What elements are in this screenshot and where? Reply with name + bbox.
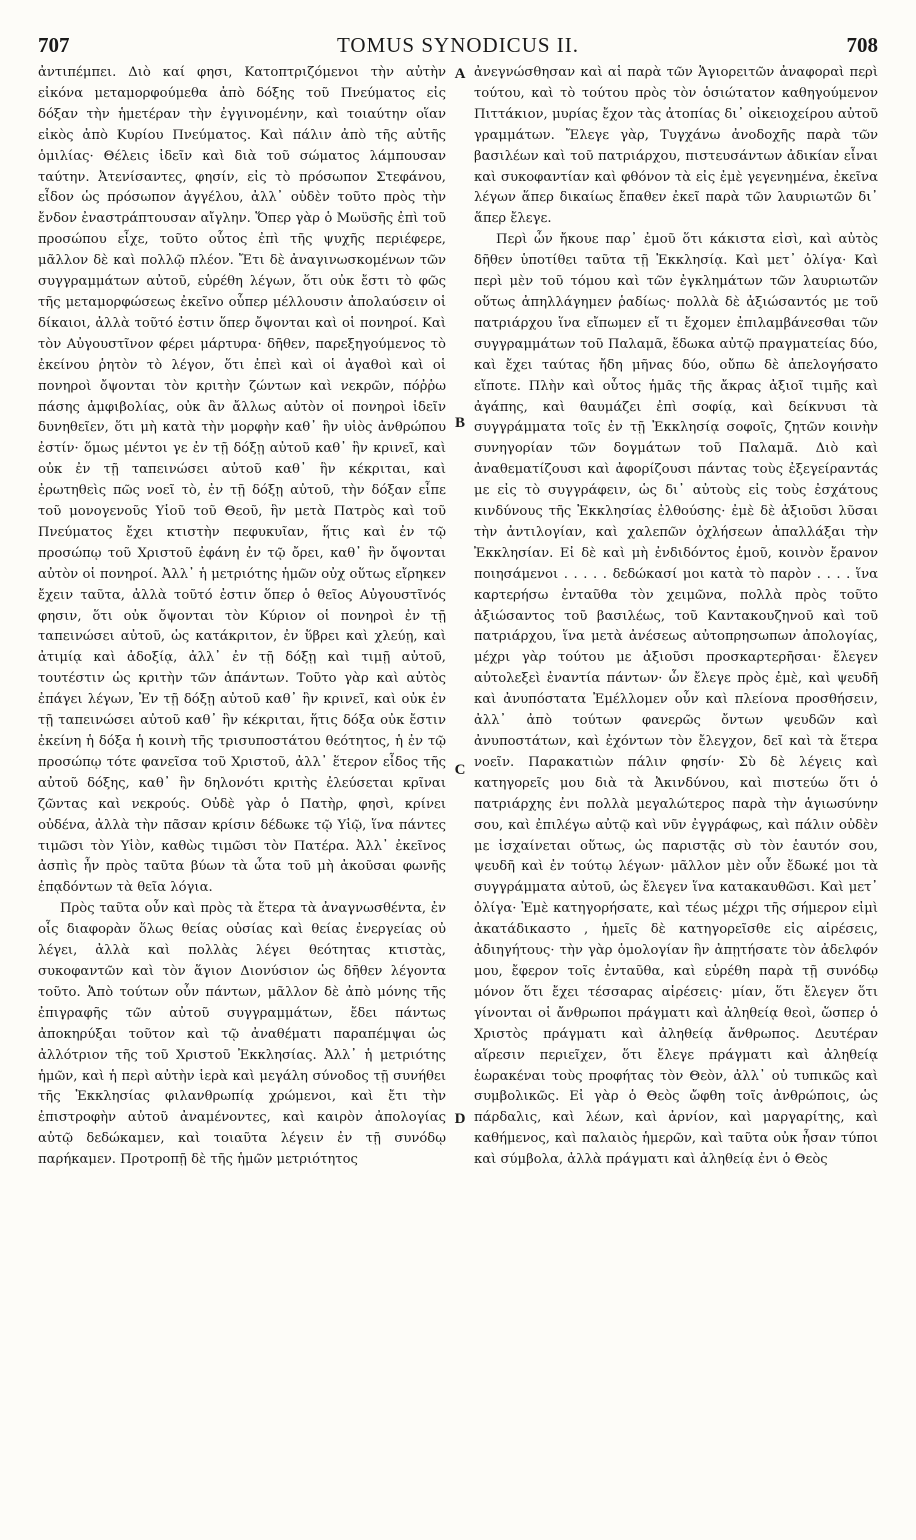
left-paragraph-2: Πρὸς ταῦτα οὖν καὶ πρὸς τὰ ἕτερα τὰ ἀναγνωσθέντα, ἐν οἷς διαφορὰν ὅλως θείας οὐσίας καὶ θείας ἐνεργείας οὐ λέγει, ἀλλὰ καὶ πολλὰς λέγει θεότητας κτιστὰς, συκοφαντῶν καὶ τὸν ἅγιον Διονύσιον ὡς δῆθεν λέγοντα τοῦτο. Ἀπὸ τούτων οὖν πάντων, μᾶλλον δὲ ἀπὸ μόνης τῆς ἐπιγραφῆς τῶν αὐτοῦ συγγραμμάτων, ἔδει πάντως ἀποκηρύξαι τοῦτον καὶ τῷ ἀναθέματι παραπέμψαι ὡς ἀλλότριον τῆς τοῦ Χριστοῦ Ἐκκλησίας. Ἀλλ᾽ ἡ μετριότης ἡμῶν, καὶ ἡ περὶ αὐτὴν ἱερὰ καὶ μεγάλη σύνοδος τῇ συνήθει τῆς Ἐκκλησίας φιλανθρωπίᾳ χρώμενοι, καὶ ἔτι τὴν ἐπιστροφὴν αὐτοῦ ἀναμένοντες, καὶ καιρὸν ἀπολογίας αὐτῷ δεδώκαμεν, καὶ τοιαῦτα λέγειν ἐν τῇ συνόδῳ παρήκαμεν. Προτροπῇ δὲ τῆς ἡμῶν μετριότητος	[38, 901, 446, 1168]
running-title: TOMUS SYNODICUS II.	[336, 33, 580, 57]
right-paragraph-1: ἀνεγνώσθησαν καὶ αἱ παρὰ τῶν Ἁγιορειτῶν ἀναφοραὶ περὶ τούτου, καὶ τὸ τούτου πρὸς τὸν ὁσιώτατον καθηγούμενον Πιττάκιον, μυρίας ἔχον τὰς ἀτοπίας δι᾽ οἰκειοχείρου αὐτοῦ γραμμάτων. Ἔλεγε γὰρ, Τυγχάνω ἀνοδοχῆς παρὰ τῶν βασιλέων καὶ τοῦ πατριάρχου, πιστευσάντων ἀδικίαν εἶναι καὶ συκοφαντίαν καὶ φθόνον τὰ εἰς ἐμὲ γεγενημένα, ἐκεῖνα λέγων ἅπερ δικαίως ἔπαθεν ἐκεῖ παρὰ τῶν λαυριωτῶν δι᾽ ἅπερ ἔλεγε.	[474, 65, 878, 227]
section-marker-a: A	[454, 66, 466, 82]
page-number-left: 707	[38, 33, 70, 57]
left-column	[38, 63, 446, 1171]
right-paragraph-2: Περὶ ὧν ἤκουε παρ᾽ ἐμοῦ ὅτι κάκιστα εἰσὶ, καὶ αὐτὸς δῆθεν ὑποτίθει ταῦτα τῇ Ἐκκλησίᾳ. Καὶ μετ᾽ ὀλίγα· Καὶ περὶ μὲν τοῦ τόμου καὶ τῶν ἐγκλημάτων τῶν λαυριωτῶν οὕτως ἀπηλλάγημεν ῥαδίως· πολλὰ δὲ ἀξιώσαντός με τοῦ πατριάρχου ἵνα εἴπωμεν εἴ τι ἔχομεν ἐπιλαμβάνεσθαι τῶν συγγραμμάτων τοῦ Παλαμᾶ, ἔδωκα αὐτῷ πραγματείας δύο, καὶ ἔχει ταύτας ἤδη μῆνας δύο, οὔπω δὲ ἀπελογήσατο εἴποτε. Πλὴν καὶ οὗτος ἡμᾶς τῆς ἄκρας ἀξιοῖ τιμῆς καὶ ἀγάπης, καὶ θαυμάζει ἐπὶ σοφίᾳ, καὶ δείκνυσι τὰ συγγράμματα τοῖς ἐν τῇ Ἐκκλησίᾳ σοφοῖς, ζητῶν κοινὴν συνηγορίαν τῶν δογμάτων τοῦ Παλαμᾶ. Διὸ καὶ ἀναθεματίζουσι καὶ ἀφορίζουσι πάντας τοὺς ἐξεγείραντάς με εἰς τὸ συγγράφειν, ὡς δι᾽ αὐτοὺς εἰς τοὺς ἐσχάτους κινδύνους τῆς Ἐκκλησίας ἐλθούσης· ἐμὲ δὲ ἀξιοῦσι λῦσαι τὴν ἀντιλογίαν, καὶ χαλεπῶν ὀχλήσεων ἀπαλλάξαι τὴν Ἐκκλησίαν. Εἰ δὲ καὶ μὴ ἐνδιδόντος ἐμοῦ, κοινὸν ἔρανον ποιησάμενοι . . . . . δεδώκασί μοι κατὰ τὸ παρὸν . . . . ἵνα καρτερήσω ἐνταῦθα τὸν χειμῶνα, πολλὰ πρὸς τοῦτο ἀξιώσαντος τοῦ βασιλέως, τοῦ Καντακουζηνοῦ καὶ τοῦ πατριάρχου, ἵνα μετὰ ἀνέσεως αὐτοπρησωπων ἀπολογίας, μέχρι γὰρ τούτου με ἀξιοῦσι προσκαρτερῆσαι· ἔλεγεν αὐτολεξεὶ ἐναντία πάντων· ὧν ἔλεγε πρὸς ἐμὲ, καὶ ψευδῆ καὶ ἀνυπόστατα Ἐμέλλομεν οὖν καὶ πλείονα προσθήσειν, ἀλλ᾽ ἀπὸ τούτων φανερῶς ὄντων ψευδῶν καὶ ἀνυποστάτων, καὶ ἐχόντων τὸν ἔλεγχον, δεῖ καὶ τὰ ἕτερα νοεῖν. Παρακατιὼν πάλιν φησίν· Σὺ δὲ λέγεις καὶ κατηγορεῖς μου διὰ τὰ Ἀκινδύνου, καὶ πιστεύω ὅτι ὁ πατριάρχης ἐνι πολλὰ μεγαλώτερος παρὰ τὴν ἁγιωσύνην σου, καὶ ἐπιλέγω αὐτῷ καὶ νῦν ἐγγράφως, καὶ πάλιν οὐδὲν με ἰσχαίνεται οὕτως, ὡς παριστᾷς σὺ τὸν ἑαυτόν σου, ψευδῆ καὶ ἐν τούτῳ λέγων· μᾶλλον μὲν οὖν ἔδωκέ μοι τὰ συγγράμματα αὐτοῦ, ὡς ἔλεγεν ἵνα κατακαυθῶσι. Καὶ μετ᾽ ὀλίγα· Ἐμὲ κατηγορήσατε, καὶ τέως μέχρι τῆς σήμερον εἰμὶ ἀκατάδικαστο , ἡμεῖς δὲ κατηγορεῖσθε εἰς αἱρέσεις, ἀδιηγήτους· τὴν γὰρ ὁμολογίαν ἣν ἀπῃτήσατε τὸν ἀδελφόν μου, ἔφερον τοῖς ἐνταῦθα, καὶ εὑρέθη παρὰ τῇ συνόδῳ μόνον ὅτι ἔχει τέσσαρας αἱρέσεις· μίαν, ὅτι ἔλεγεν ὅτι γίνονται οἱ ἄνθρωποι πράγματι καὶ ἀληθείᾳ θεοὶ, ὥσπερ ὁ Χριστὸς πράγματι καὶ ἀληθείᾳ ἄνθρωπος. Δευτέραν αἵρεσιν περιεῖχεν, ὅτι ἔλεγε πράγματι καὶ ἀληθείᾳ ἑωρακέναι τοὺς προφήτας τὸν Θεὸν, ἀλλ᾽ οὐ τυπικῶς καὶ συμβολικῶς. Εἰ γὰρ ὁ Θεὸς ὤφθη τοῖς ἀνθρώποις, ὡς πάρδαλις, καὶ λέων, καὶ ἀρνίον, καὶ μαργαρίτης, καὶ καθήμενος, καὶ παλαιὸς ἡμερῶν, καὶ ταῦτα οὐκ ἦσαν τύποι καὶ σύμβολα, ἀλλὰ πράγματι καὶ ἀληθείᾳ ἐνι ὁ Θεὸς	[474, 232, 878, 1168]
right-column	[474, 63, 878, 1171]
section-marker-c: C	[454, 762, 466, 778]
page-number-right: 708	[846, 33, 878, 57]
section-marker-b: B	[454, 415, 465, 431]
page-header	[38, 33, 878, 55]
left-paragraph-1: ἀντιπέμπει. Διὸ καί φησι, Κατοπτριζόμενοι τὴν αὐτὴν εἰκόνα μεταμορφούμεθα ἀπὸ δόξης τοῦ Πνεύματος εἰς δόξαν τὴν ἡμετέραν τὴν ἐγγινομένην, καὶ τοιαύτην οἵαν εἰκὸς ἀπὸ Κυρίου Πνεύματος. Καὶ πάλιν ἀπὸ τῆς αὐτῆς ὁμιλίας· Θέλεις ἰδεῖν καὶ διὰ τοῦ σώματος λάμπουσαν ταύτην. Ἀτενίσαντες, φησίν, εἰς τὸ πρόσωπον Στεφάνου, εἶδον ὡς πρόσωπον ἀγγέλου, ἀλλ᾽ οὐδὲν τοῦτο πρὸς τὴν ἔνδον ἐναστράπτουσαν αἴγλην. Ὅπερ γὰρ ὁ Μωϋσῆς ἐπὶ τοῦ προσώπου εἶχε, τοῦτο οὗτος ἐπὶ τῆς ψυχῆς περιέφερε, μᾶλλον δὲ καὶ πολλῷ πλέον. Ἔτι δὲ ἀναγινωσκομένων τῶν συγγραμμάτων αὐτοῦ, εὑρέθη λέγων, ὅτι οὐκ ἔστι τὸ φῶς τῆς μεταμορφώσεως ἐκεῖνο οὗπερ μέλλουσιν ἀπολαύσειν οἱ δίκαιοι, ἀλλὰ τοῦτό ἐστιν ὅπερ ὄψονται καὶ οἱ πονηροί. Καὶ τὸν Αὐγουστῖνον φέρει μάρτυρα· δῆθεν, παρεξηγούμενος τὸ ἐκείνου ῥητὸν τὸ λέγον, ὅτι ἐπεὶ καὶ οἱ ἀγαθοὶ καὶ οἱ πονηροὶ ὄψονται τὸν κριτὴν ζώντων καὶ νεκρῶν, πόῤῥω πάσης ἀμφιβολίας, οὐκ ἂν ἄλλως αὐτὸν οἱ πονηροὶ ἰδεῖν δυνηθεῖεν, ὅτι μὴ κατὰ τὴν μορφὴν καθ᾽ ἣν υἱὸς ἀνθρώπου ἐστίν· ὅμως μέντοι γε ἐν τῇ δόξῃ αὐτοῦ καθ᾽ ἣν κρινεῖ, καὶ οὐκ ἐν τῇ ταπεινώσει αὐτοῦ καθ᾽ ἣν κέκριται, καὶ ἐρωτηθεὶς πῶς νοεῖ τὸ, ἐν τῇ δόξῃ αὐτοῦ, τὴν δόξαν εἶπε τοῦ μονογενοῦς Υἱοῦ τοῦ Θεοῦ, ἣν μετὰ Πατρὸς καὶ τοῦ Πνεύματος ἔχει κτιστὴν πεφυκυῖαν, ἥτις καὶ ἐν τῷ προσώπῳ τοῦ Χριστοῦ ἐφάνη ἐν τῷ ὄρει, καθ᾽ ἣν ὄψονται αὐτὸν οἱ πονηροί. Ἀλλ᾽ ἡ μετριότης ἡμῶν οὐχ οὕτως εἴρηκεν ἔχειν ταῦτα, ἀλλὰ τοῦτό ἐστιν ὅπερ ὁ θεῖος Αὐγουστῖνός φησιν, ὅτι οὐκ ὄψονται τὸν Κύριον οἱ πονηροὶ ἐν τῇ ταπεινώσει αὐτοῦ, ὡς κατάκριτον, ἐν ὕβρει καὶ χλεύῃ, καὶ ἀτιμίᾳ καὶ ἀδοξίᾳ, ἀλλ᾽ ἐν τῇ δόξῃ καὶ τιμῇ αὐτοῦ, τουτέστιν ὡς κριτὴν τῶν ἁπάντων. Τοῦτο γὰρ καὶ αὐτὸς ἐπάγει λέγων, Ἐν τῇ δόξῃ αὐτοῦ καθ᾽ ἣν κρινεῖ, καὶ οὐκ ἐν τῇ ταπεινώσει αὐτοῦ καθ᾽ ἣν κέκριται, ἥτις δόξα οὐκ ἔστιν ἐκείνη ἡ δόξα ἡ κοινὴ τῆς τρισυποστάτου θεότητος, ἡ ἐν τῷ προσώπῳ τότε φανεῖσα τοῦ Χριστοῦ, ἀλλ᾽ ἕτερον εἶδος τῆς αὐτοῦ δόξης, καθ᾽ ἣν δηλονότι κριτὴς ἐλεύσεται κρῖναι ζῶντας καὶ νεκρούς. Οὐδὲ γὰρ ὁ Πατὴρ, φησὶ, κρίνει οὐδένα, ἀλλὰ τὴν πᾶσαν κρίσιν δέδωκε τῷ Υἱῷ, ἵνα πάντες τιμῶσι τὸν Υἱὸν, καθὼς τιμῶσι τὸν Πατέρα. Ἀλλ᾽ ἐκεῖνος ἀσπὶς ἦν πρὸς ταῦτα βύων τὰ ὦτα τοῦ μὴ ἀκοῦσαι φωνῆς ἐπᾳδόντων τὰ θεῖα λόγια.	[38, 65, 446, 896]
section-marker-d: D	[454, 1111, 466, 1127]
